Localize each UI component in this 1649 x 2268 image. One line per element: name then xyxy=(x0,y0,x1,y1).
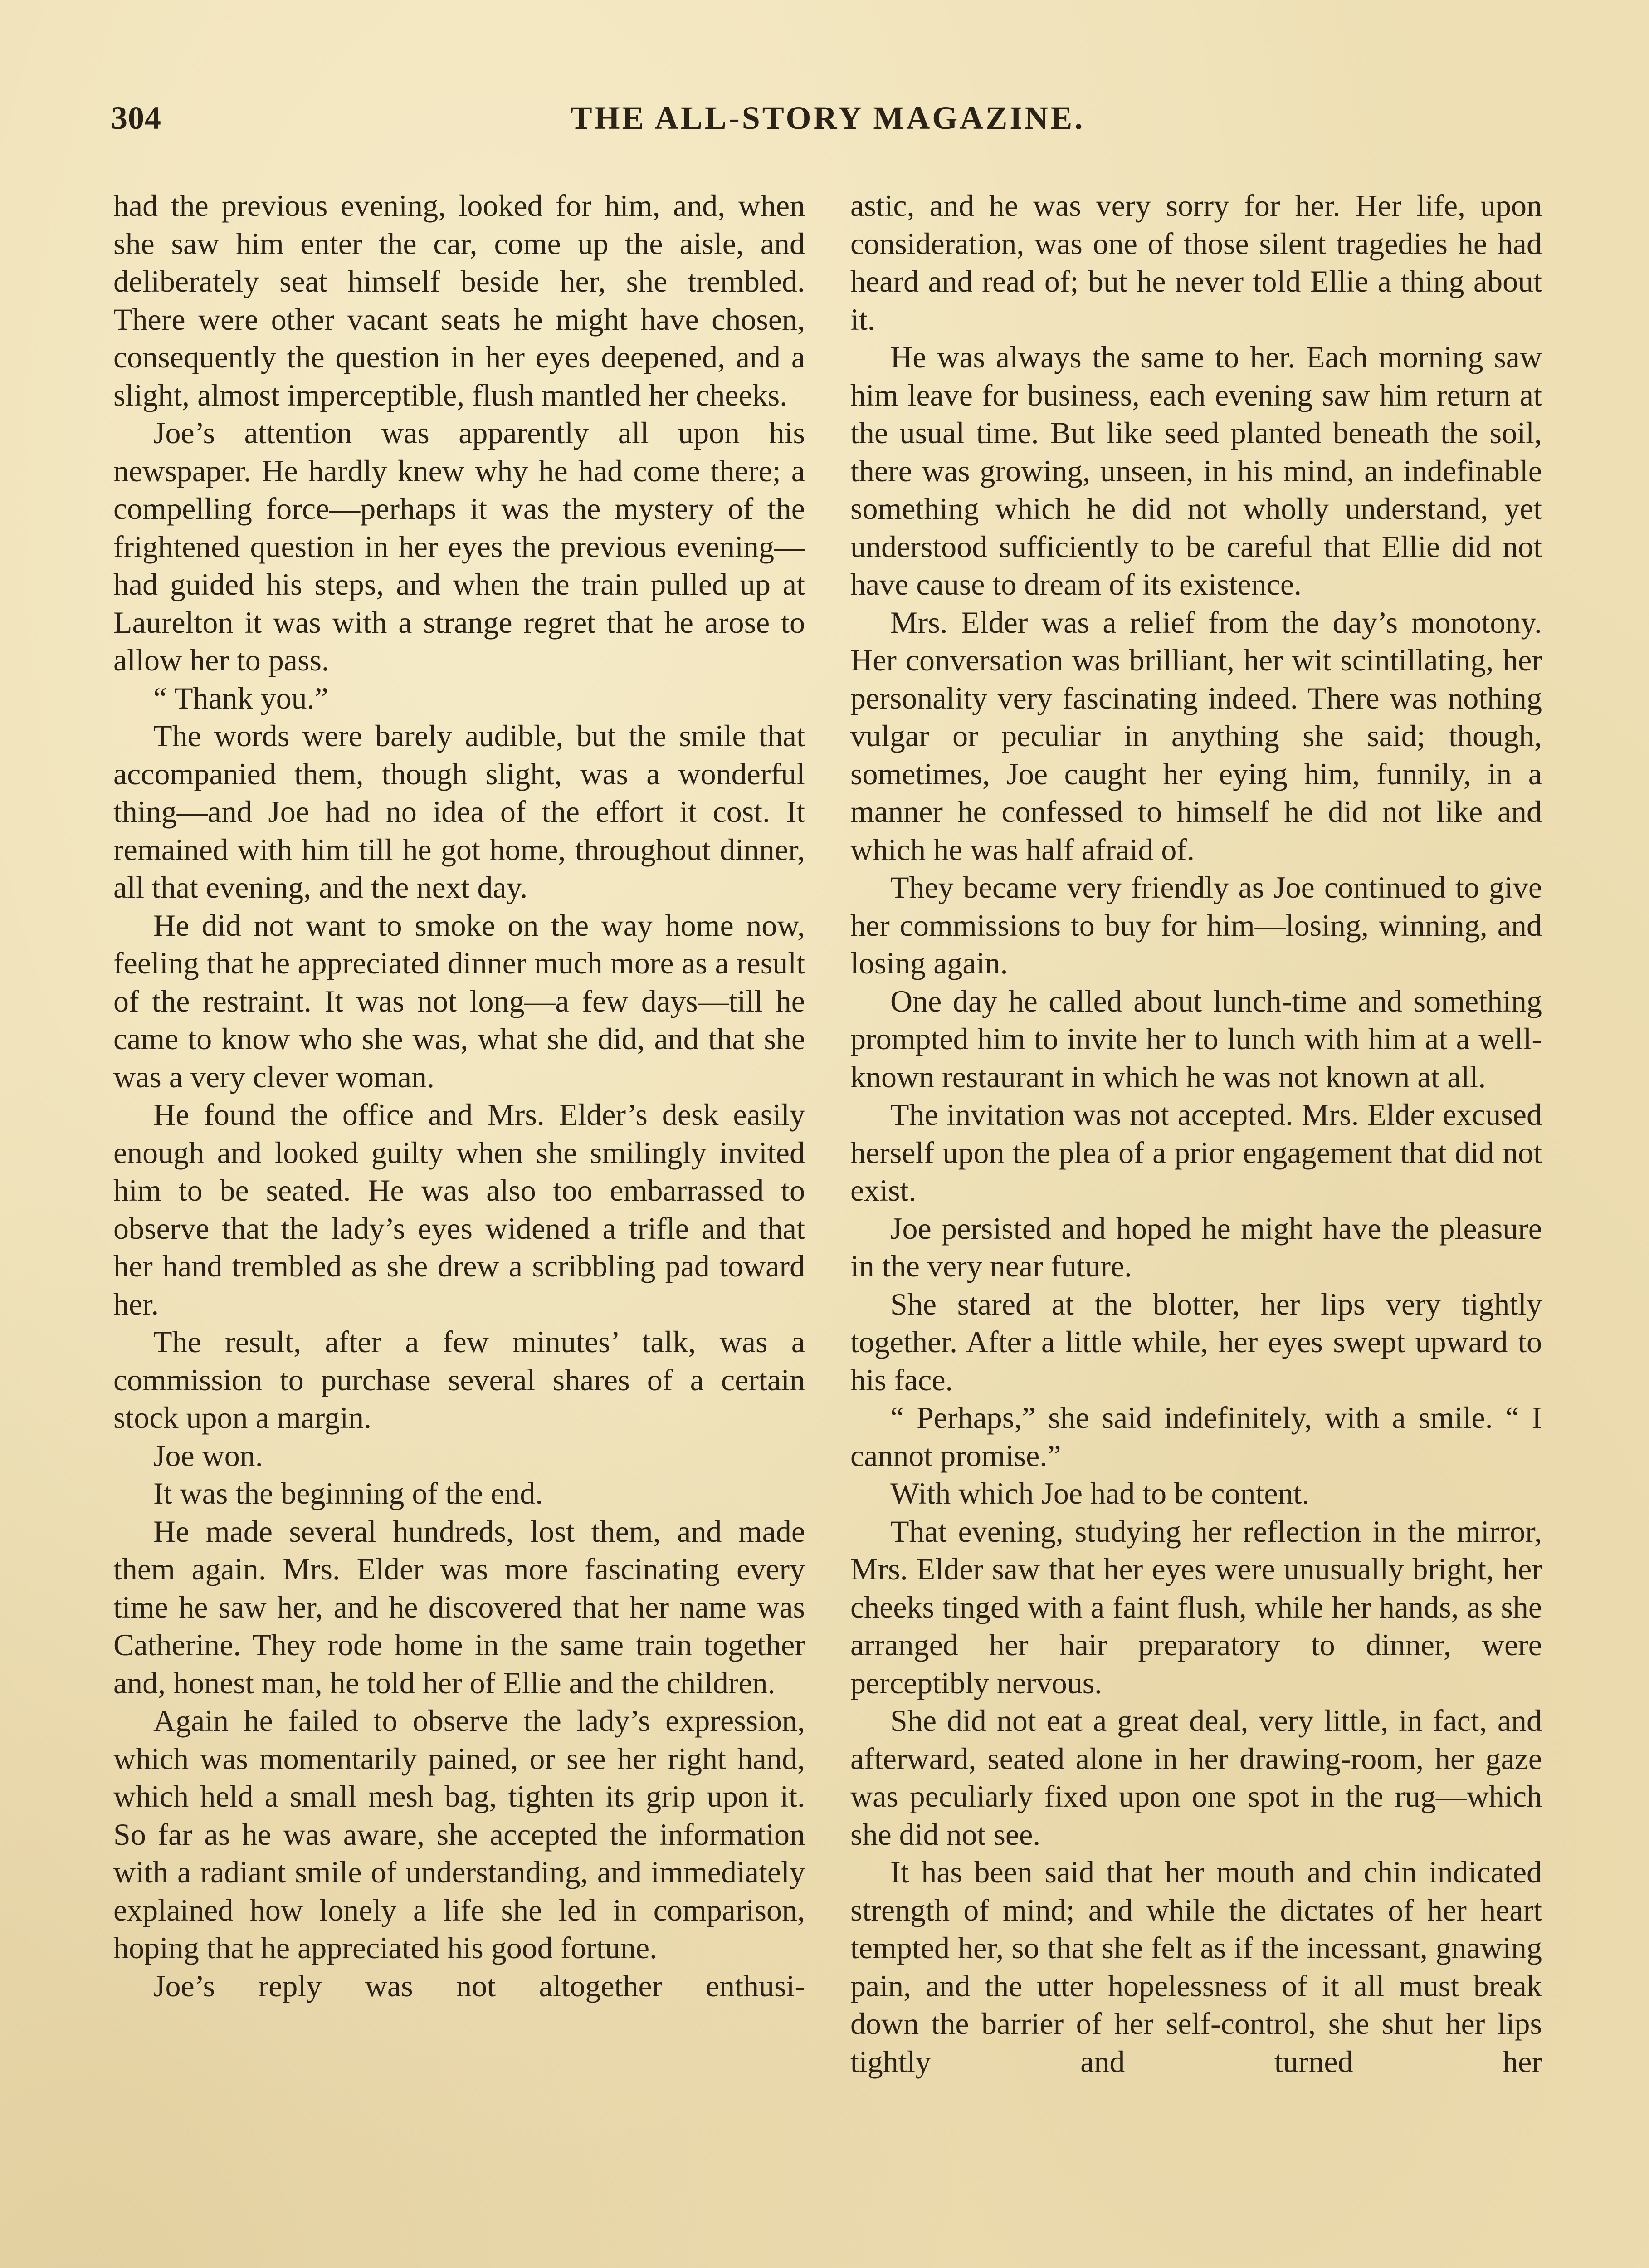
paragraph: He was always the same to her. Each morning saw him leave for business, each evening saw him return at the usual time. But like seed planted beneath the soil, there was growing, unseen, in his mind, an indefinable something which he did not wholly understand, yet understood sufficiently to be careful that Ellie did not have cause to dream of its existence. xyxy=(850,340,1542,601)
paragraph: astic, and he was very sorry for her. Her life, upon consideration, was one of those silent tragedies he had heard and read of; but he never told Ellie a thing about it. xyxy=(850,188,1542,337)
page-number: 304 xyxy=(111,100,161,136)
paragraph: Again he failed to observe the lady’s expression, which was momentarily pained, or see her right hand, which held a small mesh bag, tighten its grip upon it. So far as he was aware, she accepted the information with a radiant smile of understanding, and immediately explained how lonely a life she led in comparison, hoping that he appreciated his good fortune. xyxy=(113,1703,805,1965)
right-column xyxy=(850,187,1542,2268)
paragraph: She did not eat a great deal, very little, in fact, and afterward, seated alone in her drawing-room, her gaze was peculiarly fixed upon one spot in the rug—which she did not see. xyxy=(850,1703,1542,1852)
paragraph: It was the beginning of the end. xyxy=(153,1476,543,1510)
magazine-title: THE ALL-STORY MAGAZINE. xyxy=(570,100,1085,136)
paragraph: They became very friendly as Joe continued to give her commissions to buy for him—losing, winning, and losing again. xyxy=(850,870,1542,980)
paragraph: “ Perhaps,” she said indefinitely, with a smile. “ I cannot promise.” xyxy=(850,1400,1542,1473)
paragraph: With which Joe had to be content. xyxy=(890,1476,1310,1510)
paragraph: had the previous evening, looked for him, and, when she saw him enter the car, come up the aisle, and deliberately seat himself beside her, she trembled. There were other vacant seats he might have chosen, consequently the question in her eyes deepened, and a slight, almost imperceptible, flush mantled her cheeks. xyxy=(113,188,805,412)
paragraph: That evening, studying her reflection in the mirror, Mrs. Elder saw that her eyes were unusually bright, her cheeks tinged with a faint flush, while her hands, as she arranged her hair preparatory to dinner, were perceptibly nervous. xyxy=(850,1514,1542,1700)
paragraph: Mrs. Elder was a relief from the day’s monotony. Her conversation was brilliant, her wit scintillating, her personality very fascinating indeed. There was nothing vulgar or peculiar in anything she said; though, sometimes, Joe caught her eying him, funnily, in a manner he confessed to himself he did not like and which he was half afraid of. xyxy=(850,605,1542,867)
paragraph: One day he called about lunch-time and something prompted him to invite her to lunch with him at a well-known restaurant in which he was not known at all. xyxy=(850,983,1542,1094)
paragraph: Joe’s attention was apparently all upon his newspaper. He hardly knew why he had come there; a compelling force—perhaps it was the mystery of the frightened question in her eyes the previous evening—had guided his steps, and when the train pulled up at Laurelton it was with a strange regret that he arose to allow her to pass. xyxy=(113,415,805,677)
paragraph: He made several hundreds, lost them, and made them again. Mrs. Elder was more fascinating every time he saw her, and he discovered that her name was Catherine. They rode home in the same train together and, honest man, he told her of Ellie and the children. xyxy=(113,1514,805,1700)
page-header xyxy=(111,98,1544,138)
paragraph: “ Thank you.” xyxy=(153,680,328,715)
paragraph: Joe won. xyxy=(153,1438,263,1473)
paragraph: The result, after a few minutes’ talk, was a commission to purchase several shares of a certain stock upon a margin. xyxy=(113,1325,805,1435)
paragraph: She stared at the blotter, her lips very tightly together. After a little while, her eyes swept upward to his face. xyxy=(850,1286,1542,1397)
paragraph: It has been said that her mouth and chin indicated strength of mind; and while the dictates of her heart tempted her, so that she felt as if the incessant, gnawing pain, and the utter hopelessness of it all must break down the barrier of her self-control, she shut her lips tightly and turned her xyxy=(850,1855,1542,2079)
paragraph: He found the office and Mrs. Elder’s desk easily enough and looked guilty when she smilingly invited him to be seated. He was also too embarrassed to observe that the lady’s eyes widened a trifle and that her hand trembled as she drew a scribbling pad toward her. xyxy=(113,1097,805,1321)
paragraph: Joe persisted and hoped he might have the pleasure in the very near future. xyxy=(850,1211,1542,1283)
paragraph: He did not want to smoke on the way home now, feeling that he appreciated dinner much more as a result of the restraint. It was not long—a few days—till he came to know who she was, what she did, and that she was a very clever woman. xyxy=(113,908,805,1094)
paragraph: The invitation was not accepted. Mrs. Elder excused herself upon the plea of a prior engagement that did not exist. xyxy=(850,1097,1542,1207)
left-column xyxy=(113,187,805,2268)
paragraph: Joe’s reply was not altogether enthusi- xyxy=(153,1968,805,2003)
paragraph: The words were barely audible, but the smile that accompanied them, though slight, was a wonderful thing—and Joe had no idea of the effort it cost. It remained with him till he got home, throughout dinner, all that evening, and the next day. xyxy=(113,719,805,904)
